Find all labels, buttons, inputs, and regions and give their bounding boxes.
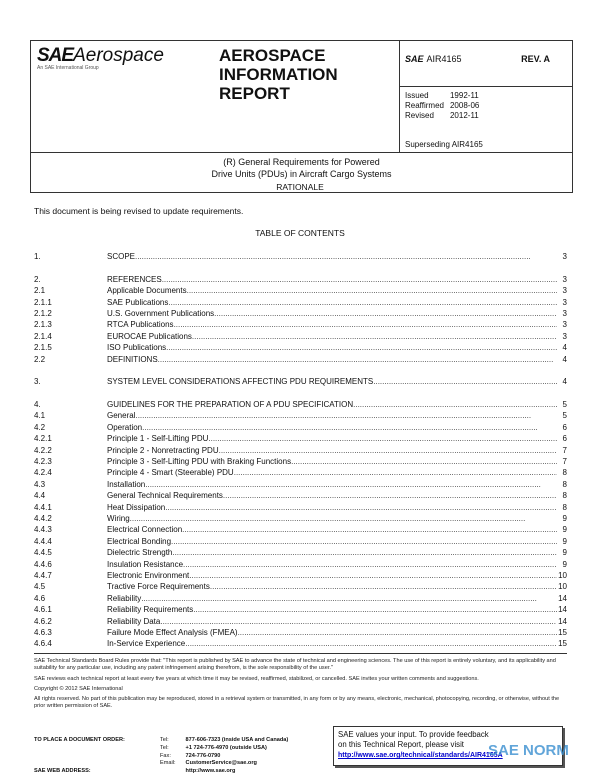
toc-entry[interactable] (34, 627, 567, 638)
toc-number: 4.3 (34, 479, 46, 489)
toc-leader (353, 399, 557, 410)
toc-leader (160, 616, 557, 627)
toc-number: 4. (34, 400, 41, 410)
toc-title: Dielectric Strength (107, 548, 173, 558)
toc-entry[interactable] (34, 524, 567, 535)
toc-number: 4.4.6 (34, 559, 52, 569)
toc-leader (187, 285, 557, 296)
feedback-box: SAE values your input. To provide feedback on this Technical Report, please visit http://www.sae.org/technical/standards/AIR4165A (333, 726, 563, 766)
toc-page: 8 (562, 491, 567, 501)
toc-page: 6 (562, 422, 567, 432)
toc-title: RTCA Publications (107, 320, 174, 330)
toc-page: 3 (562, 252, 567, 261)
revision: REV. A (521, 54, 550, 64)
toc-leader (162, 274, 557, 285)
toc-number: 4.6 (34, 593, 46, 603)
toc-entry[interactable] (34, 319, 567, 330)
toc-leader (223, 490, 557, 501)
toc-title: Applicable Documents (107, 286, 187, 296)
toc-title: General (107, 411, 136, 421)
toc-number: 4.4.1 (34, 502, 52, 512)
toc-page: 14 (558, 593, 567, 603)
toc-title: GUIDELINES FOR THE PREPARATION OF A PDU SPECIFICATION (107, 400, 354, 410)
toc-number: 4.6.4 (34, 639, 52, 649)
toc-page: 15 (558, 639, 567, 649)
toc-title: Principle 3 - Self-Lifting PDU with Braking Functions (107, 457, 292, 467)
toc-leader (158, 354, 557, 365)
toc-entry[interactable] (34, 445, 567, 456)
toc-title: Electrical Bonding (107, 536, 172, 546)
toc-title: SAE Publications (107, 297, 169, 307)
toc-number: 2.2 (34, 354, 46, 364)
toc-entry[interactable] (34, 308, 567, 319)
toc-number: 4.4.3 (34, 525, 52, 535)
toc-entry[interactable] (34, 559, 567, 570)
toc-entry[interactable] (34, 490, 567, 501)
footer-legal: SAE Technical Standards Board Rules provide that: "This report is published by SAE to advance the state of technical and engineering sciences. The use of this report is entirely voluntary, and its applicability and suitability for any particular use, including any patent infringement arising therefrom, is the sole responsibility of the user." SAE reviews each technical report at least every five years at which time it may be revised, reaffirmed, stabilized, or cancelled. SAE invites your written comments and suggestions. Copyright © 2012 SAE International All rights reserved. No part of this publication may be reproduced, stored in a retrieval system or transmitted, in any form or by any means, electronic, mechanical, photocopying, recording, or otherwise, without the prior written permission of SAE. (34, 658, 560, 710)
toc-title: In-Service Experience (107, 639, 186, 649)
toc-entry[interactable] (34, 616, 567, 627)
toc-entry[interactable] (34, 410, 567, 421)
order-labels: TO PLACE A DOCUMENT ORDER: SAE WEB ADDRESS: (34, 737, 125, 775)
toc-leader (185, 638, 557, 649)
toc-number: 2. (34, 274, 41, 284)
toc-number: 4.6.3 (34, 627, 52, 637)
toc-leader (291, 456, 557, 467)
toc-leader (135, 410, 557, 421)
table-of-contents (34, 251, 567, 661)
toc-page: 4 (562, 354, 567, 364)
toc-number: 4.6.1 (34, 605, 52, 615)
toc-entry[interactable] (34, 399, 567, 410)
toc-entry[interactable] (34, 376, 567, 387)
toc-number: 2.1.3 (34, 320, 52, 330)
toc-heading: TABLE OF CONTENTS (255, 228, 345, 238)
toc-number: 2.1.5 (34, 343, 52, 353)
toc-leader (183, 559, 557, 570)
toc-title: Operation (107, 422, 143, 432)
toc-entry[interactable] (34, 570, 567, 581)
toc-number: 2.1.4 (34, 331, 52, 341)
toc-title: Principle 4 - Smart (Steerable) PDU (107, 468, 234, 478)
toc-entry[interactable] (34, 354, 567, 365)
toc-number: 2.1 (34, 286, 46, 296)
toc-page: 4 (562, 377, 567, 387)
toc-page: 4 (562, 343, 567, 353)
toc-title: Reliability Data (107, 616, 161, 626)
toc-page: 5 (562, 411, 567, 421)
toc-page: 3 (562, 297, 567, 307)
toc-number: 4.4.2 (34, 513, 52, 523)
toc-leader (182, 524, 557, 535)
toc-page: 14 (558, 616, 567, 626)
document-title: (R) General Requirements for Powered Drive Units (PDUs) in Aircraft Cargo Systems (211, 157, 392, 179)
toc-leader (192, 331, 557, 342)
toc-page: 8 (562, 502, 567, 512)
toc-page: 7 (562, 457, 567, 467)
toc-title: Principle 1 - Self-Lifting PDU (107, 434, 209, 444)
toc-title: REFERENCES (107, 274, 162, 284)
document-dates: Issued 1992-11 Reaffirmed 2008-06 Revised 2012-11 (405, 91, 480, 120)
toc-title: SCOPE (107, 252, 136, 261)
toc-number: 4.2.4 (34, 468, 52, 478)
order-contacts: Tel: 877-606-7323 (inside USA and Canada) Tel: +1 724-776-4970 (outside USA) Fax: 724-776-0790 Email: CustomerService@sae.org http://www.sae.org (160, 737, 298, 776)
toc-leader (234, 467, 557, 478)
toc-title: Principle 2 - Nonretracting PDU (107, 445, 219, 455)
toc-entry[interactable] (34, 479, 567, 490)
rationale-heading: RATIONALE (276, 182, 324, 192)
toc-leader (373, 376, 557, 387)
toc-entry[interactable] (34, 638, 567, 649)
toc-section (34, 399, 567, 650)
sae-norm-watermark: SAE NORM (488, 742, 569, 759)
toc-entry[interactable] (34, 433, 567, 444)
toc-page: 8 (562, 468, 567, 478)
toc-number: 2.1.1 (34, 297, 52, 307)
toc-leader (238, 627, 557, 638)
toc-number: 1. (34, 252, 41, 261)
toc-page: 9 (562, 513, 567, 523)
toc-leader (210, 581, 557, 592)
toc-number: 4.2.3 (34, 457, 52, 467)
toc-page: 3 (562, 308, 567, 318)
toc-title: U.S. Government Publications (107, 308, 215, 318)
toc-leader (142, 422, 557, 433)
toc-page: 9 (562, 548, 567, 558)
toc-title: Insulation Resistance (107, 559, 184, 569)
toc-number: 4.4 (34, 491, 46, 501)
toc-title: Electrical Connection (107, 525, 183, 535)
toc-entry[interactable] (34, 456, 567, 467)
toc-entry[interactable] (34, 331, 567, 342)
toc-number: 3. (34, 377, 41, 387)
toc-title: Installation (107, 479, 146, 489)
toc-title: Reliability (107, 593, 142, 603)
toc-leader (145, 479, 557, 490)
toc-page: 14 (558, 605, 567, 615)
footer-divider (34, 653, 567, 654)
toc-number: 4.2.1 (34, 434, 52, 444)
toc-entry[interactable] (34, 297, 567, 308)
sae-web-link[interactable]: http://www.sae.org (185, 768, 236, 775)
toc-entry[interactable] (34, 502, 567, 513)
toc-title: ISO Publications (107, 343, 167, 353)
toc-entry[interactable] (34, 513, 567, 524)
toc-number: 4.4.5 (34, 548, 52, 558)
toc-title: Reliability Requirements (107, 605, 194, 615)
toc-number: 2.1.2 (34, 308, 52, 318)
toc-leader (168, 297, 557, 308)
toc-page: 8 (562, 479, 567, 489)
toc-number: 4.2.2 (34, 445, 52, 455)
toc-page: 6 (562, 434, 567, 444)
toc-section (34, 376, 567, 387)
toc-leader (174, 319, 557, 330)
feedback-link[interactable]: http://www.sae.org/technical/standards/AIR4165A (338, 752, 503, 759)
toc-entry[interactable] (34, 536, 567, 547)
superseding: Superseding AIR4165 (405, 140, 483, 149)
toc-page: 10 (558, 582, 567, 592)
rationale-text: This document is being revised to update requirements. (34, 206, 244, 216)
toc-page: 3 (562, 286, 567, 296)
toc-section (34, 251, 567, 262)
toc-title: Heat Dissipation (107, 502, 166, 512)
toc-leader (219, 445, 557, 456)
toc-title: DEFINITIONS (107, 354, 158, 364)
toc-entry[interactable] (34, 251, 567, 262)
toc-entry[interactable] (34, 285, 567, 296)
toc-title: SYSTEM LEVEL CONSIDERATIONS AFFECTING PDU REQUIREMENTS (107, 377, 374, 387)
toc-page: 9 (562, 559, 567, 569)
toc-number: 4.5 (34, 582, 46, 592)
toc-page: 3 (562, 320, 567, 330)
toc-page: 3 (562, 274, 567, 284)
toc-leader (189, 570, 557, 581)
toc-leader (130, 513, 557, 524)
toc-page: 15 (558, 627, 567, 637)
toc-number: 4.6.2 (34, 616, 52, 626)
toc-page: 3 (562, 331, 567, 341)
toc-leader (193, 604, 557, 615)
document-number: SAE AIR4165 (405, 54, 462, 64)
document-header (30, 40, 573, 193)
toc-leader (172, 547, 557, 558)
document-type: AEROSPACE INFORMATION REPORT (219, 46, 338, 103)
toc-entry[interactable] (34, 467, 567, 478)
toc-leader (171, 536, 557, 547)
toc-title: Wiring (107, 513, 130, 523)
toc-entry[interactable] (34, 274, 567, 285)
toc-leader (208, 433, 557, 444)
toc-entry[interactable] (34, 547, 567, 558)
toc-title: General Technical Requirements (107, 491, 223, 501)
toc-leader (165, 502, 557, 513)
toc-leader (166, 342, 557, 353)
toc-entry[interactable] (34, 422, 567, 433)
sae-aerospace-logo: SAEAerospace An SAE International Group (37, 45, 164, 71)
toc-number: 4.2 (34, 422, 46, 432)
toc-page: 9 (562, 536, 567, 546)
toc-page: 10 (558, 570, 567, 580)
toc-page: 7 (562, 445, 567, 455)
toc-title: EUROCAE Publications (107, 331, 192, 341)
toc-title: Tractive Force Requirements (107, 582, 210, 592)
toc-entry[interactable] (34, 604, 567, 615)
toc-entry[interactable] (34, 593, 567, 604)
toc-number: 4.4.4 (34, 536, 52, 546)
toc-section (34, 274, 567, 365)
toc-page: 9 (562, 525, 567, 535)
toc-page: 5 (562, 400, 567, 410)
toc-leader (214, 308, 557, 319)
toc-number: 4.4.7 (34, 570, 52, 580)
toc-title: Electronic Environment (107, 570, 190, 580)
toc-number: 4.1 (34, 411, 46, 421)
toc-entry[interactable] (34, 581, 567, 592)
toc-title: Failure Mode Effect Analysis (FMEA) (107, 627, 238, 637)
toc-entry[interactable] (34, 342, 567, 353)
toc-leader (141, 593, 557, 604)
toc-leader (135, 251, 557, 262)
